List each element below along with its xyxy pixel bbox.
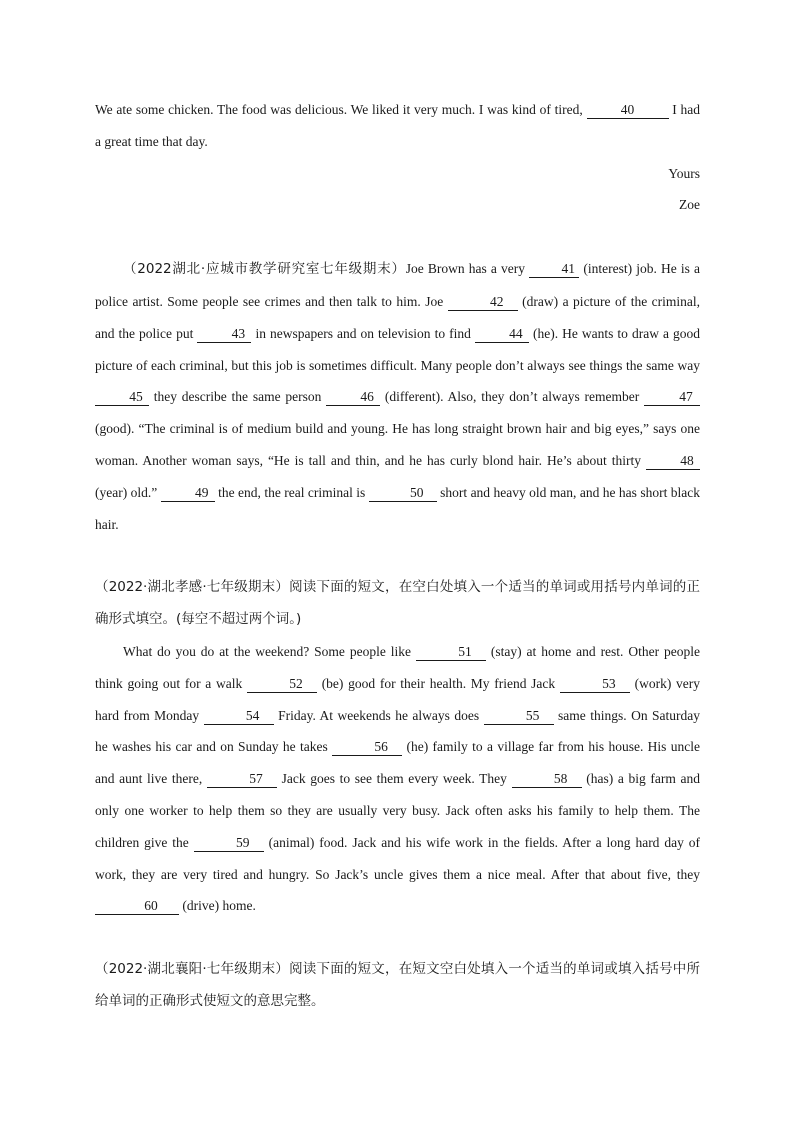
blank-57[interactable]: 57 — [207, 771, 277, 788]
blank-54[interactable]: 54 — [204, 708, 274, 725]
passage-weekend: What do you do at the weekend? Some people like 51 (stay) at home and rest. Other people think going out for a walk 52 (be) good for their health. My friend Jack 53 (work) very hard from Monday 54 Friday. At weekends he always does 55 same things. On Saturday he washes his car and on Sunday he takes 56 (he) family to a village far from his house. His uncle and aunt live there, 57 Jack goes to see them every week. They 58 (has) a big farm and only one worker to help them so they are usually very busy. Jack often asks his family to help them. The children give the 59 (animal) food. Jack and his wife work in the fields. After a long hard day of work, they are very tired and hungry. So Jack’s uncle gives them a nice meal. After that about five, they 60 (drive) home. — [95, 643, 701, 914]
blank-50[interactable]: 50 — [369, 485, 437, 502]
letter-signature: Zoe — [679, 197, 700, 213]
blank-43[interactable]: 43 — [197, 326, 251, 343]
blank-49[interactable]: 49 — [161, 485, 215, 502]
blank-40[interactable]: 40 — [587, 102, 669, 119]
passage-joe-brown: （2022湖北·应城市教学研究室七年级期末）Joe Brown has a very 41 (interest) job. He is a police artist. Some people see crimes and then talk to him. Joe 42 (draw) a picture of the criminal, and the police put 43 in newspapers and on television to find 44 (he). He wants to draw a good picture of each criminal, but this job is sometimes difficult. Many people don’t always see things the same way 45 they describe the same person 46 (different). Also, they don’t always remember 47 (good). “The criminal is of medium build and young. He has long straight brown hair and big eyes,” says one woman. Another woman says, “He is tall and thin, and he has curly blond hair. He’s about thirty 48 (year) old.” 49 the end, the real criminal is 50 short and heavy old man, and he has short black hair. — [95, 261, 701, 532]
letter-paragraph: We ate some chicken. The food was delicious. We liked it very much. I was kind of tired, 40 I had a great time that day. — [95, 102, 701, 149]
blank-45[interactable]: 45 — [95, 389, 149, 406]
document-page — [95, 94, 700, 1018]
blank-47[interactable]: 47 — [644, 389, 700, 406]
blank-52[interactable]: 52 — [247, 676, 317, 693]
blank-56[interactable]: 56 — [332, 739, 402, 756]
blank-59[interactable]: 59 — [194, 835, 264, 852]
blank-51[interactable]: 51 — [416, 644, 486, 661]
blank-55[interactable]: 55 — [484, 708, 554, 725]
blank-60[interactable]: 60 — [95, 898, 179, 915]
instruction-xiangyang: （2022·湖北襄阳·七年级期末）阅读下面的短文，在短文空白处填入一个适当的单词或填入括号中所给单词的正确形式使短文的意思完整。 — [95, 961, 700, 1009]
blank-46[interactable]: 46 — [326, 389, 380, 406]
blank-41[interactable]: 41 — [529, 261, 579, 278]
blank-53[interactable]: 53 — [560, 676, 630, 693]
blank-44[interactable]: 44 — [475, 326, 529, 343]
blank-48[interactable]: 48 — [646, 453, 700, 470]
letter-closing: Yours — [668, 165, 700, 181]
blank-58[interactable]: 58 — [512, 771, 582, 788]
instruction-xiaogan: （2022·湖北孝感·七年级期末）阅读下面的短文，在空白处填入一个适当的单词或用括号内单词的正确形式填空。(每空不超过两个词。) — [95, 579, 700, 628]
source-label: （2022湖北·应城市教学研究室七年级期末） — [123, 261, 406, 278]
blank-42[interactable]: 42 — [448, 294, 518, 311]
